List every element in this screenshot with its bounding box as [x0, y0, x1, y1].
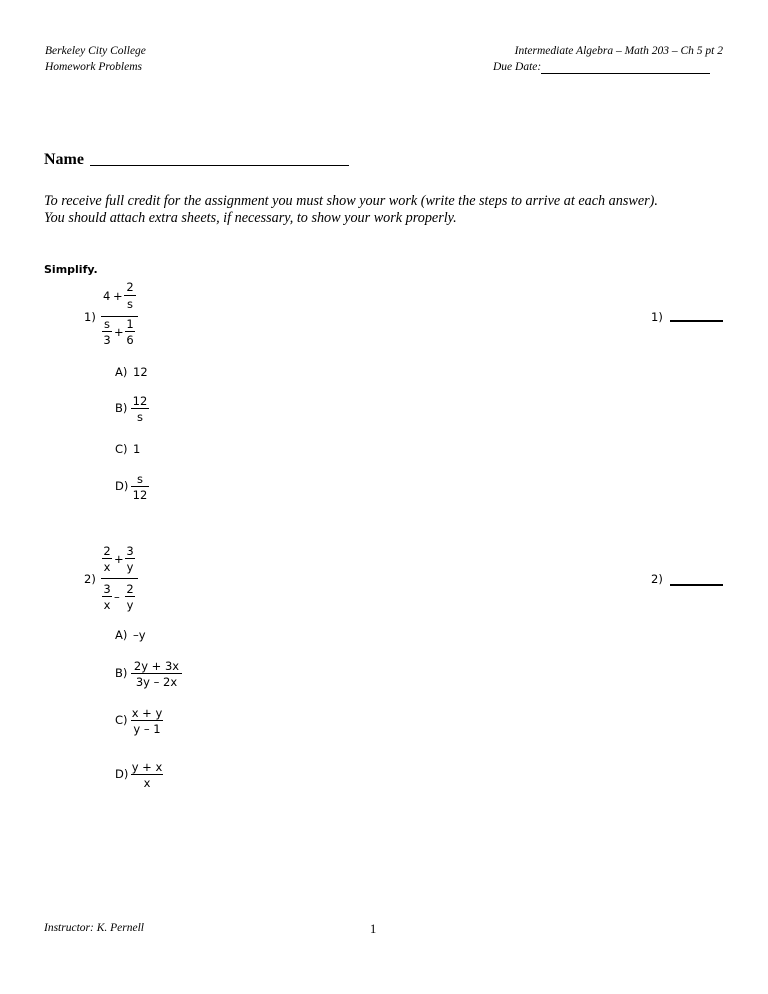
p1-choice-d-bar	[131, 486, 149, 487]
p1-top-fraction-bar	[124, 295, 136, 296]
p2-choice-a-label: A)	[115, 628, 128, 642]
p2-main-fraction-bar	[101, 578, 138, 579]
p2-bot-den1: x	[103, 598, 111, 612]
p2-choice-d-num: y + x	[131, 760, 163, 774]
instructions-line-1: To receive full credit for the assignment you must show your work (write the steps to arrive at each answer).	[44, 193, 658, 209]
header-course: Intermediate Algebra – Math 203 – Ch 5 pt 2	[514, 45, 723, 57]
p1-top-num: 2	[126, 280, 134, 294]
p2-choice-b-num: 2y + 3x	[133, 659, 180, 673]
p1-choice-d-den: 12	[132, 488, 148, 502]
p2-choice-c-num: x + y	[131, 706, 163, 720]
p2-top-bar1	[102, 558, 112, 559]
p1-bot-den2: 6	[126, 333, 134, 347]
p1-choice-d-label: D)	[115, 479, 129, 493]
p1-choice-c-value: 1	[133, 442, 141, 456]
p2-choice-a-value: –y	[133, 628, 146, 642]
p2-top-num1: 2	[103, 544, 111, 558]
p1-choice-a-label: A)	[115, 365, 128, 379]
problem-1-number: 1)	[84, 310, 96, 324]
p2-bot-den2: y	[126, 598, 134, 612]
p2-bot-num2: 2	[126, 582, 134, 596]
p2-top-num2: 3	[126, 544, 134, 558]
p1-choice-b-den: s	[137, 410, 143, 424]
p1-top-whole: 4	[103, 289, 111, 303]
p2-top-bar2	[125, 558, 135, 559]
section-heading: Simplify.	[44, 263, 98, 276]
footer-instructor: Instructor: K. Pernell	[44, 922, 144, 934]
p1-bot-bar1	[102, 331, 112, 332]
header-doc-type: Homework Problems	[45, 61, 142, 73]
p2-bot-bar1	[102, 596, 112, 597]
p1-bot-num1: s	[104, 317, 110, 331]
p1-top-den: s	[127, 297, 133, 311]
header-due-label: Due Date:	[493, 61, 542, 73]
p1-choice-b-num: 12	[132, 394, 148, 408]
p2-top-den2: y	[126, 560, 134, 574]
p2-choice-d-bar	[131, 774, 163, 775]
p2-choice-c-label: C)	[115, 713, 128, 727]
answer-1-blank[interactable]	[670, 320, 723, 322]
p2-choice-b-label: B)	[115, 666, 128, 680]
answer-2-label: 2)	[651, 572, 663, 586]
problem-2-number: 2)	[84, 572, 96, 586]
p1-choice-d-num: s	[137, 472, 143, 486]
page-number: 1	[370, 922, 377, 936]
p2-choice-d-den: x	[143, 776, 151, 790]
due-date-line	[541, 73, 710, 74]
p1-bot-bar2	[125, 331, 135, 332]
p1-choice-c-label: C)	[115, 442, 128, 456]
p1-bot-op: +	[114, 325, 124, 339]
p1-top-op: +	[113, 289, 123, 303]
p1-bot-den1: 3	[103, 333, 111, 347]
name-label: Name	[44, 151, 84, 168]
answer-1-label: 1)	[651, 310, 663, 324]
p2-bot-bar2	[125, 596, 135, 597]
p2-choice-b-bar	[131, 673, 182, 674]
p2-choice-c-bar	[131, 720, 163, 721]
p2-top-den1: x	[103, 560, 111, 574]
p1-choice-a-value: 12	[133, 365, 148, 379]
answer-2-blank[interactable]	[670, 584, 723, 586]
p2-choice-b-den: 3y – 2x	[135, 675, 178, 689]
p2-top-op: +	[114, 552, 124, 566]
p1-bot-num2: 1	[126, 317, 134, 331]
name-line	[90, 165, 349, 166]
p2-choice-c-den: y – 1	[133, 722, 161, 736]
p1-choice-b-bar	[131, 408, 149, 409]
p1-choice-b-label: B)	[115, 401, 128, 415]
instructions-line-2: You should attach extra sheets, if necessary, to show your work properly.	[44, 210, 457, 226]
header-college: Berkeley City College	[45, 45, 146, 57]
p2-choice-d-label: D)	[115, 767, 129, 781]
p2-bot-num1: 3	[103, 582, 111, 596]
p2-bot-op: –	[114, 590, 120, 604]
